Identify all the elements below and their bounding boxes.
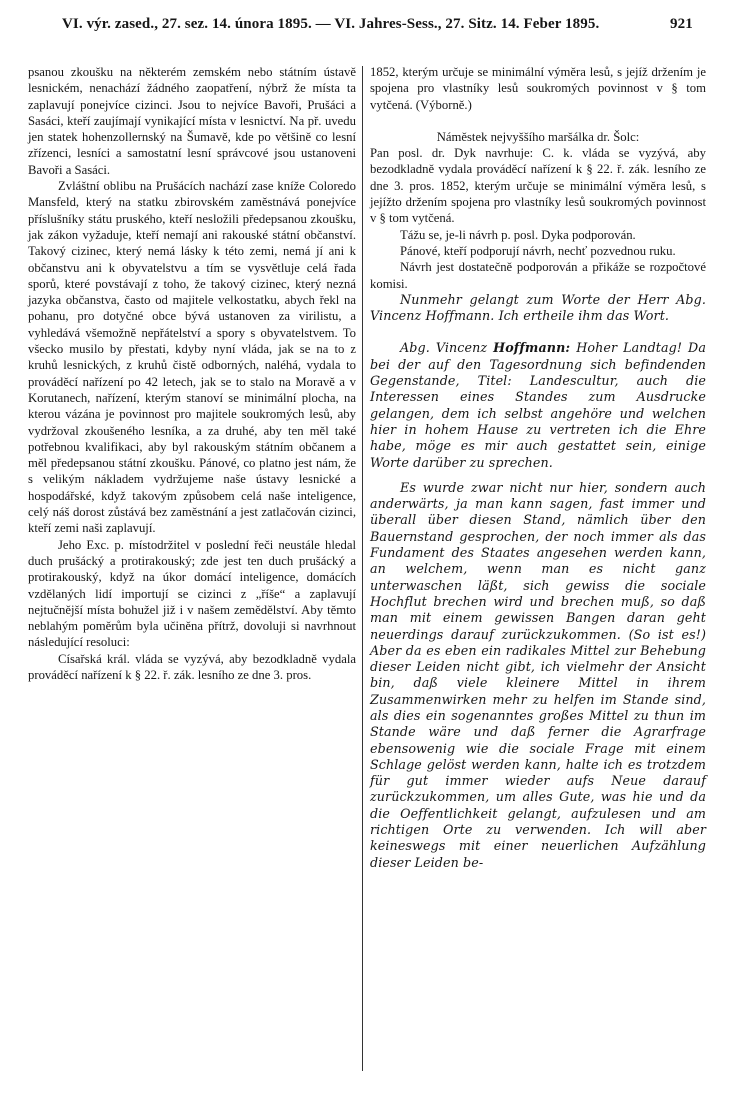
right-paragraph-1: 1852, kterým určuje se minimální výměra lesů, s jejíž držením je spojena pro vlastníky lesů soukromých povinnost v § tom vytčená. (Výborně.)	[370, 65, 706, 112]
left-paragraph-3: Jeho Exc. p. místodržitel v poslední řeči neustále hledal duch prušácký a protirakouský; zde jest ten duch prušácký a protirakouský, když na úkor domácí inteligence, domácích vzdělaných lidí importují se cizinci z „říše“ a zaplavují nejtučnější místa bohužel již i v našem zemědělství. Aby těmto neblahým poměrům byla učiněna přítrž, dovoluji si navrhnout následující resoluci:	[28, 537, 356, 650]
left-column	[28, 64, 356, 683]
left-paragraph-2: Zvláštní oblibu na Prušácích nachází zase kníže Coloredo Mansfeld, který na statku zbirovském zaměstnává ponejvíce příslušníky státu pruského, kteří nesložili předepsanou zkoušku, jak zákon vyžaduje, kteří nemají ani rakouské státní občanství. Takový cizinec, který nemá lásky k této zemi, nemá jí ani k občanstvu ani k obyvatelstvu a tím se vysvětluje celá řada sporů, které povstávají z toho, že takový cizinec, který nezná jazyka občanstva, často od majitele velkostatku, abych řekl na pohanu, pro dotyčné obce bývá ustanoven za virilistu, a vyhledává všemožně nepřátelství a spory s obyvatelstvem. To všecko musilo by přestati, kdyby nyní vláda, jak se na to z kruhů lesnických, z kruhů čistě odborných, naléhá, vydala to prováděcí nařízení po 42 letech, jak se to stalo na Moravě a v Korutanech, nařízení, kterým stanoví se minimální plocha, na kterou vázána je povinnost pro majitele soukromých lesů, aby vydržoval zkoušeného lesníka, a za druhé, aby ten měl také potřebnou kvalifikaci, aby byl rakouským státním občanem a měl předepsanou státní zkoušku. Pánové, co platno jest nám, že s velikým nákladem vydržujeme naše ústavy lesnické a hospodářské, když takovým způsobem celá naše inteligence, celý náš dorost zůstává bez zaměstnání a jest zatlačován cizinci, kteří zemi naši zaplavují.	[28, 179, 356, 536]
column-divider	[362, 66, 363, 1071]
speaker-prefix: Abg. Vincenz	[400, 340, 488, 356]
speech-paragraph: Es wurde zwar nicht nur hier, sondern auch anderwärts, ja man kann sagen, fast immer und überall über diesen Stand, nämlich über den Bauernstand gesprochen, der noch immer als das Fundament des Staates angesehen werden kann, an welchem, wenn man es nicht ganz unterwaschen läßt, sich gewiss die sociale Hochflut brechen wird und brechen muß, so daß man mit einem gewissen Bangen daran geht neuerdings darauf zurückzukommen. (So ist es!) Aber da es eben ein radikales Mittel zur Behebung dieser Leiden nicht gibt, ich vielmehr der Ansicht bin, daß viele kleinere Mittel in ihrem Zusammenwirken mehr zu helfen im Stande sind, als dies ein sogenanntes großes Mittel zu thun im Stande wäre und daß ferner die Agrarfrage ebensowenig wie die sociale Frage mit einem Schlage gelöst werden kann, halte ich es trotzdem für gut immer wieder aufs Neue darauf zurückzukommen, um alles Gute, was hie und da die Oeffentlichkeit gelangt, aufzulesen und am richtigen Orte zu verwenden. Ich will aber keineswegs mit einer neuerlichen Aufzählung dieser Leiden be-	[370, 479, 706, 870]
page-number: 921	[670, 16, 693, 32]
right-paragraph-2: Pan posl. dr. Dyk navrhuje: C. k. vláda se vyzývá, aby bezodkladně vydala prováděcí nařízení k § 22. ř. zák. lesního ze dne 3. pros. 1852, kterým určuje se minimální výměra lesů, s jejížto držením spojena pro vlastníky lesů soukromých povinnost v § tom vytčená.	[370, 146, 706, 226]
right-paragraph-5: Návrh jest dostatečně podporován a přikáže se rozpočtové komisi.	[370, 260, 706, 291]
right-paragraph-3: Tážu se, je-li návrh p. posl. Dyka podporován.	[400, 227, 636, 242]
left-resolution: Císařská král. vláda se vyzývá, aby bezodkladně vydala prováděcí nařízení k § 22. ř. zák. lesního ze dne 3. pros.	[28, 651, 356, 682]
right-paragraph-6: Nunmehr gelangt zum Worte der Herr Abg. Vincenz Hoffmann. Ich ertheile ihm das Wort.	[370, 291, 706, 324]
right-column	[370, 64, 706, 871]
right-paragraph-4: Pánové, kteří podporují návrh, nechť pozvednou ruku.	[400, 243, 676, 258]
speech-opening-text: Hoher Landtag! Da bei der auf den Tagesordnung sich befindenden Gegenstande, Titel: Landescultur, auch die Interessen eines Standes zum Ausdrucke gelangen, dem ich selbst angehöre und welchen hier in hohem Hause zu vertreten ich die Ehre habe, möge es mir auch gestattet sein, einige Worte darüber zu sprechen.	[370, 340, 706, 470]
speech-opening	[370, 340, 706, 470]
header-title: VI. výr. zased., 27. sez. 14. února 1895. — VI. Jahres-Sess., 27. Sitz. 14. Feber 1895.	[62, 16, 600, 32]
speaker-heading: Náměstek nejvyššího maršálka dr. Šolc:	[436, 129, 640, 144]
speaker-name: Hoffmann:	[493, 340, 571, 356]
left-paragraph-1: psanou zkoušku na některém zemském nebo státním ústavě lesnickém, nenachází žádného zaopatření, nýbrž že místa ta zaplavují ponejvíce cizinci. Jsou to nejvíce Bavoři, Prušáci a Sasáci, kteří zaujímají vynikající místa v lesnictví. Na př. uvedu jen statek hohenzollernský na Šumavě, kde po většině co lesní zřízenci, lesníci a samostatní lesní správcové jsou ustanoveni Bavoři a Sasáci.	[28, 65, 356, 177]
